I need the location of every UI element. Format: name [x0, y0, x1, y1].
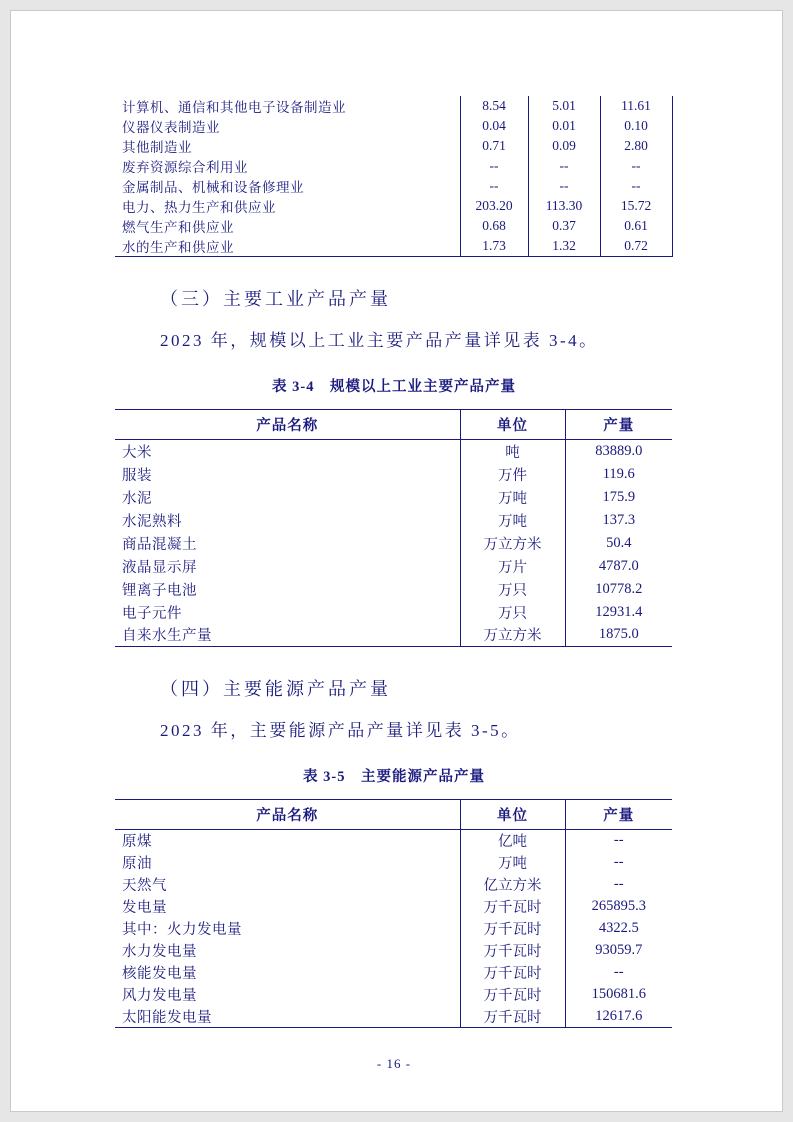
- column-header-unit: 单位: [460, 800, 565, 830]
- table-row: [115, 236, 672, 257]
- table-row: [115, 578, 672, 601]
- table-3-4-body: [115, 440, 672, 647]
- product-name-cell: 商品混凝土: [122, 536, 197, 553]
- industry-value1-cell: 203.20: [460, 196, 528, 216]
- column-header-product: 产品名称: [115, 800, 460, 830]
- energy-output-cell: 150681.6: [591, 986, 646, 1002]
- table-row: [115, 874, 672, 896]
- table-row: [115, 962, 672, 984]
- product-output-cell: 83889.0: [595, 442, 643, 459]
- energy-name-cell: 发电量: [122, 900, 167, 916]
- product-name-cell: 服装: [122, 467, 152, 484]
- energy-output-cell: 265895.3: [591, 898, 646, 914]
- table-row: [115, 532, 672, 555]
- energy-output-cell: 12617.6: [595, 1007, 643, 1024]
- table-row: [115, 918, 672, 940]
- table-row: [115, 984, 672, 1006]
- product-output-cell: 4787.0: [598, 557, 639, 574]
- energy-unit-cell: 万千瓦时: [460, 940, 565, 962]
- energy-output-cell: --: [613, 854, 624, 870]
- page-number: - 16 -: [376, 1056, 412, 1071]
- energy-name-cell: 原煤: [122, 834, 152, 851]
- product-name-cell: 水泥: [122, 490, 152, 507]
- table-row: [115, 940, 672, 962]
- industry-value2-cell: 0.09: [528, 136, 600, 156]
- energy-output-cell: --: [613, 832, 624, 849]
- energy-unit-cell: 亿吨: [460, 830, 565, 852]
- energy-output-cell: --: [613, 964, 624, 980]
- section-3-paragraph: 2023 年，规模以上工业主要产品产量详见表 3-4。: [160, 331, 599, 350]
- industry-value3-cell: 0.61: [600, 216, 672, 236]
- column-header-unit: 单位: [460, 410, 565, 440]
- product-name-cell: 水泥熟料: [122, 513, 182, 530]
- industry-value1-cell: --: [460, 156, 528, 176]
- industry-name-cell: 水的生产和供应业: [122, 240, 234, 255]
- energy-name-cell: 太阳能发电量: [122, 1009, 212, 1026]
- energy-name-cell: 其中：火力发电量: [122, 922, 242, 938]
- industry-value1-cell: 0.68: [460, 216, 528, 236]
- industry-value3-cell: 15.72: [600, 196, 672, 216]
- energy-unit-cell: 万千瓦时: [460, 962, 565, 984]
- page-content: [115, 11, 673, 1072]
- product-name-cell: 自来水生产量: [122, 628, 212, 645]
- table-row: [115, 486, 672, 509]
- industry-value2-cell: 5.01: [528, 96, 600, 116]
- industry-value2-cell: 0.01: [528, 116, 600, 136]
- product-output-cell: 175.9: [602, 488, 636, 505]
- industry-value2-cell: --: [528, 176, 600, 196]
- table-row: [115, 509, 672, 532]
- table-row: [115, 555, 672, 578]
- industry-value1-cell: 0.04: [460, 116, 528, 136]
- energy-unit-cell: 万吨: [460, 852, 565, 874]
- table-row: [115, 216, 672, 236]
- table-row: [115, 96, 672, 116]
- product-name-cell: 锂离子电池: [122, 582, 197, 599]
- column-header-output: 产量: [565, 410, 672, 440]
- energy-unit-cell: 万千瓦时: [460, 896, 565, 918]
- industry-value1-cell: --: [460, 176, 528, 196]
- table-row: [115, 176, 672, 196]
- energy-output-cell: 93059.7: [595, 942, 643, 958]
- energy-output-cell: --: [613, 876, 624, 892]
- table-row: [115, 1006, 672, 1028]
- energy-output-cell: 4322.5: [598, 920, 639, 936]
- product-output-cell: 12931.4: [595, 603, 643, 620]
- product-unit-cell: 万只: [460, 578, 565, 601]
- industry-name-cell: 电力、热力生产和供应业: [122, 200, 276, 215]
- table-3-5-header-row: [115, 800, 672, 830]
- table-row: [115, 601, 672, 624]
- column-header-output: 产量: [565, 800, 672, 830]
- table-3-4-caption: 表 3-4 规模以上工业主要产品产量: [272, 379, 516, 395]
- industry-value2-cell: 113.30: [528, 196, 600, 216]
- industry-value1-cell: 8.54: [460, 96, 528, 116]
- continued-table-body: [115, 96, 672, 257]
- product-unit-cell: 万立方米: [460, 532, 565, 555]
- energy-name-cell: 水力发电量: [122, 944, 197, 960]
- table-row: [115, 136, 672, 156]
- product-name-cell: 电子元件: [122, 605, 182, 622]
- table-row: [115, 896, 672, 918]
- energy-unit-cell: 万千瓦时: [460, 984, 565, 1006]
- product-output-cell: 10778.2: [595, 580, 643, 597]
- product-unit-cell: 万片: [460, 555, 565, 578]
- industry-value1-cell: 0.71: [460, 136, 528, 156]
- energy-name-cell: 天然气: [122, 878, 167, 894]
- industry-value3-cell: 11.61: [600, 96, 672, 116]
- product-output-cell: 1875.0: [598, 626, 639, 643]
- table-3-5-body: [115, 830, 672, 1028]
- continued-industry-table: [115, 96, 673, 257]
- table-row: [115, 116, 672, 136]
- section-3-heading: （三）主要工业产品产量: [160, 289, 391, 309]
- product-name-cell: 液晶显示屏: [122, 559, 197, 576]
- industry-value1-cell: 1.73: [460, 236, 528, 257]
- table-3-4: [115, 409, 672, 647]
- product-output-cell: 137.3: [602, 511, 636, 528]
- industry-name-cell: 计算机、通信和其他电子设备制造业: [122, 100, 346, 115]
- industry-name-cell: 其他制造业: [122, 140, 192, 155]
- energy-unit-cell: 亿立方米: [460, 874, 565, 896]
- table-3-4-header-row: [115, 410, 672, 440]
- section-4-heading: （四）主要能源产品产量: [160, 679, 391, 699]
- product-name-cell: 大米: [122, 444, 152, 461]
- table-row: [115, 624, 672, 647]
- industry-value3-cell: --: [600, 176, 672, 196]
- table-row: [115, 830, 672, 852]
- product-output-cell: 119.6: [602, 465, 635, 482]
- table-row: [115, 852, 672, 874]
- industry-value2-cell: 1.32: [528, 236, 600, 257]
- energy-name-cell: 原油: [122, 856, 152, 872]
- column-header-product: 产品名称: [115, 410, 460, 440]
- product-unit-cell: 万件: [460, 463, 565, 486]
- section-4-paragraph: 2023 年，主要能源产品产量详见表 3-5。: [160, 721, 521, 740]
- industry-value2-cell: --: [528, 156, 600, 176]
- table-3-5-caption: 表 3-5 主要能源产品产量: [303, 769, 485, 785]
- energy-unit-cell: 万千瓦时: [460, 918, 565, 940]
- industry-value3-cell: 0.10: [600, 116, 672, 136]
- table-row: [115, 463, 672, 486]
- energy-name-cell: 核能发电量: [122, 966, 197, 982]
- energy-unit-cell: 万千瓦时: [460, 1006, 565, 1028]
- industry-value2-cell: 0.37: [528, 216, 600, 236]
- product-output-cell: 50.4: [606, 534, 632, 551]
- industry-name-cell: 燃气生产和供应业: [122, 220, 234, 235]
- document-page: [10, 10, 783, 1112]
- industry-value3-cell: 0.72: [600, 236, 672, 257]
- industry-name-cell: 金属制品、机械和设备修理业: [122, 180, 304, 195]
- table-3-5: [115, 799, 672, 1028]
- industry-name-cell: 仪器仪表制造业: [122, 120, 220, 135]
- industry-name-cell: 废弃资源综合利用业: [122, 160, 248, 175]
- energy-name-cell: 风力发电量: [122, 988, 197, 1004]
- table-row: [115, 156, 672, 176]
- table-row: [115, 440, 672, 463]
- product-unit-cell: 万吨: [460, 509, 565, 532]
- table-row: [115, 196, 672, 216]
- industry-value3-cell: 2.80: [600, 136, 672, 156]
- product-unit-cell: 吨: [460, 440, 565, 463]
- product-unit-cell: 万吨: [460, 486, 565, 509]
- product-unit-cell: 万立方米: [460, 624, 565, 647]
- product-unit-cell: 万只: [460, 601, 565, 624]
- industry-value3-cell: --: [600, 156, 672, 176]
